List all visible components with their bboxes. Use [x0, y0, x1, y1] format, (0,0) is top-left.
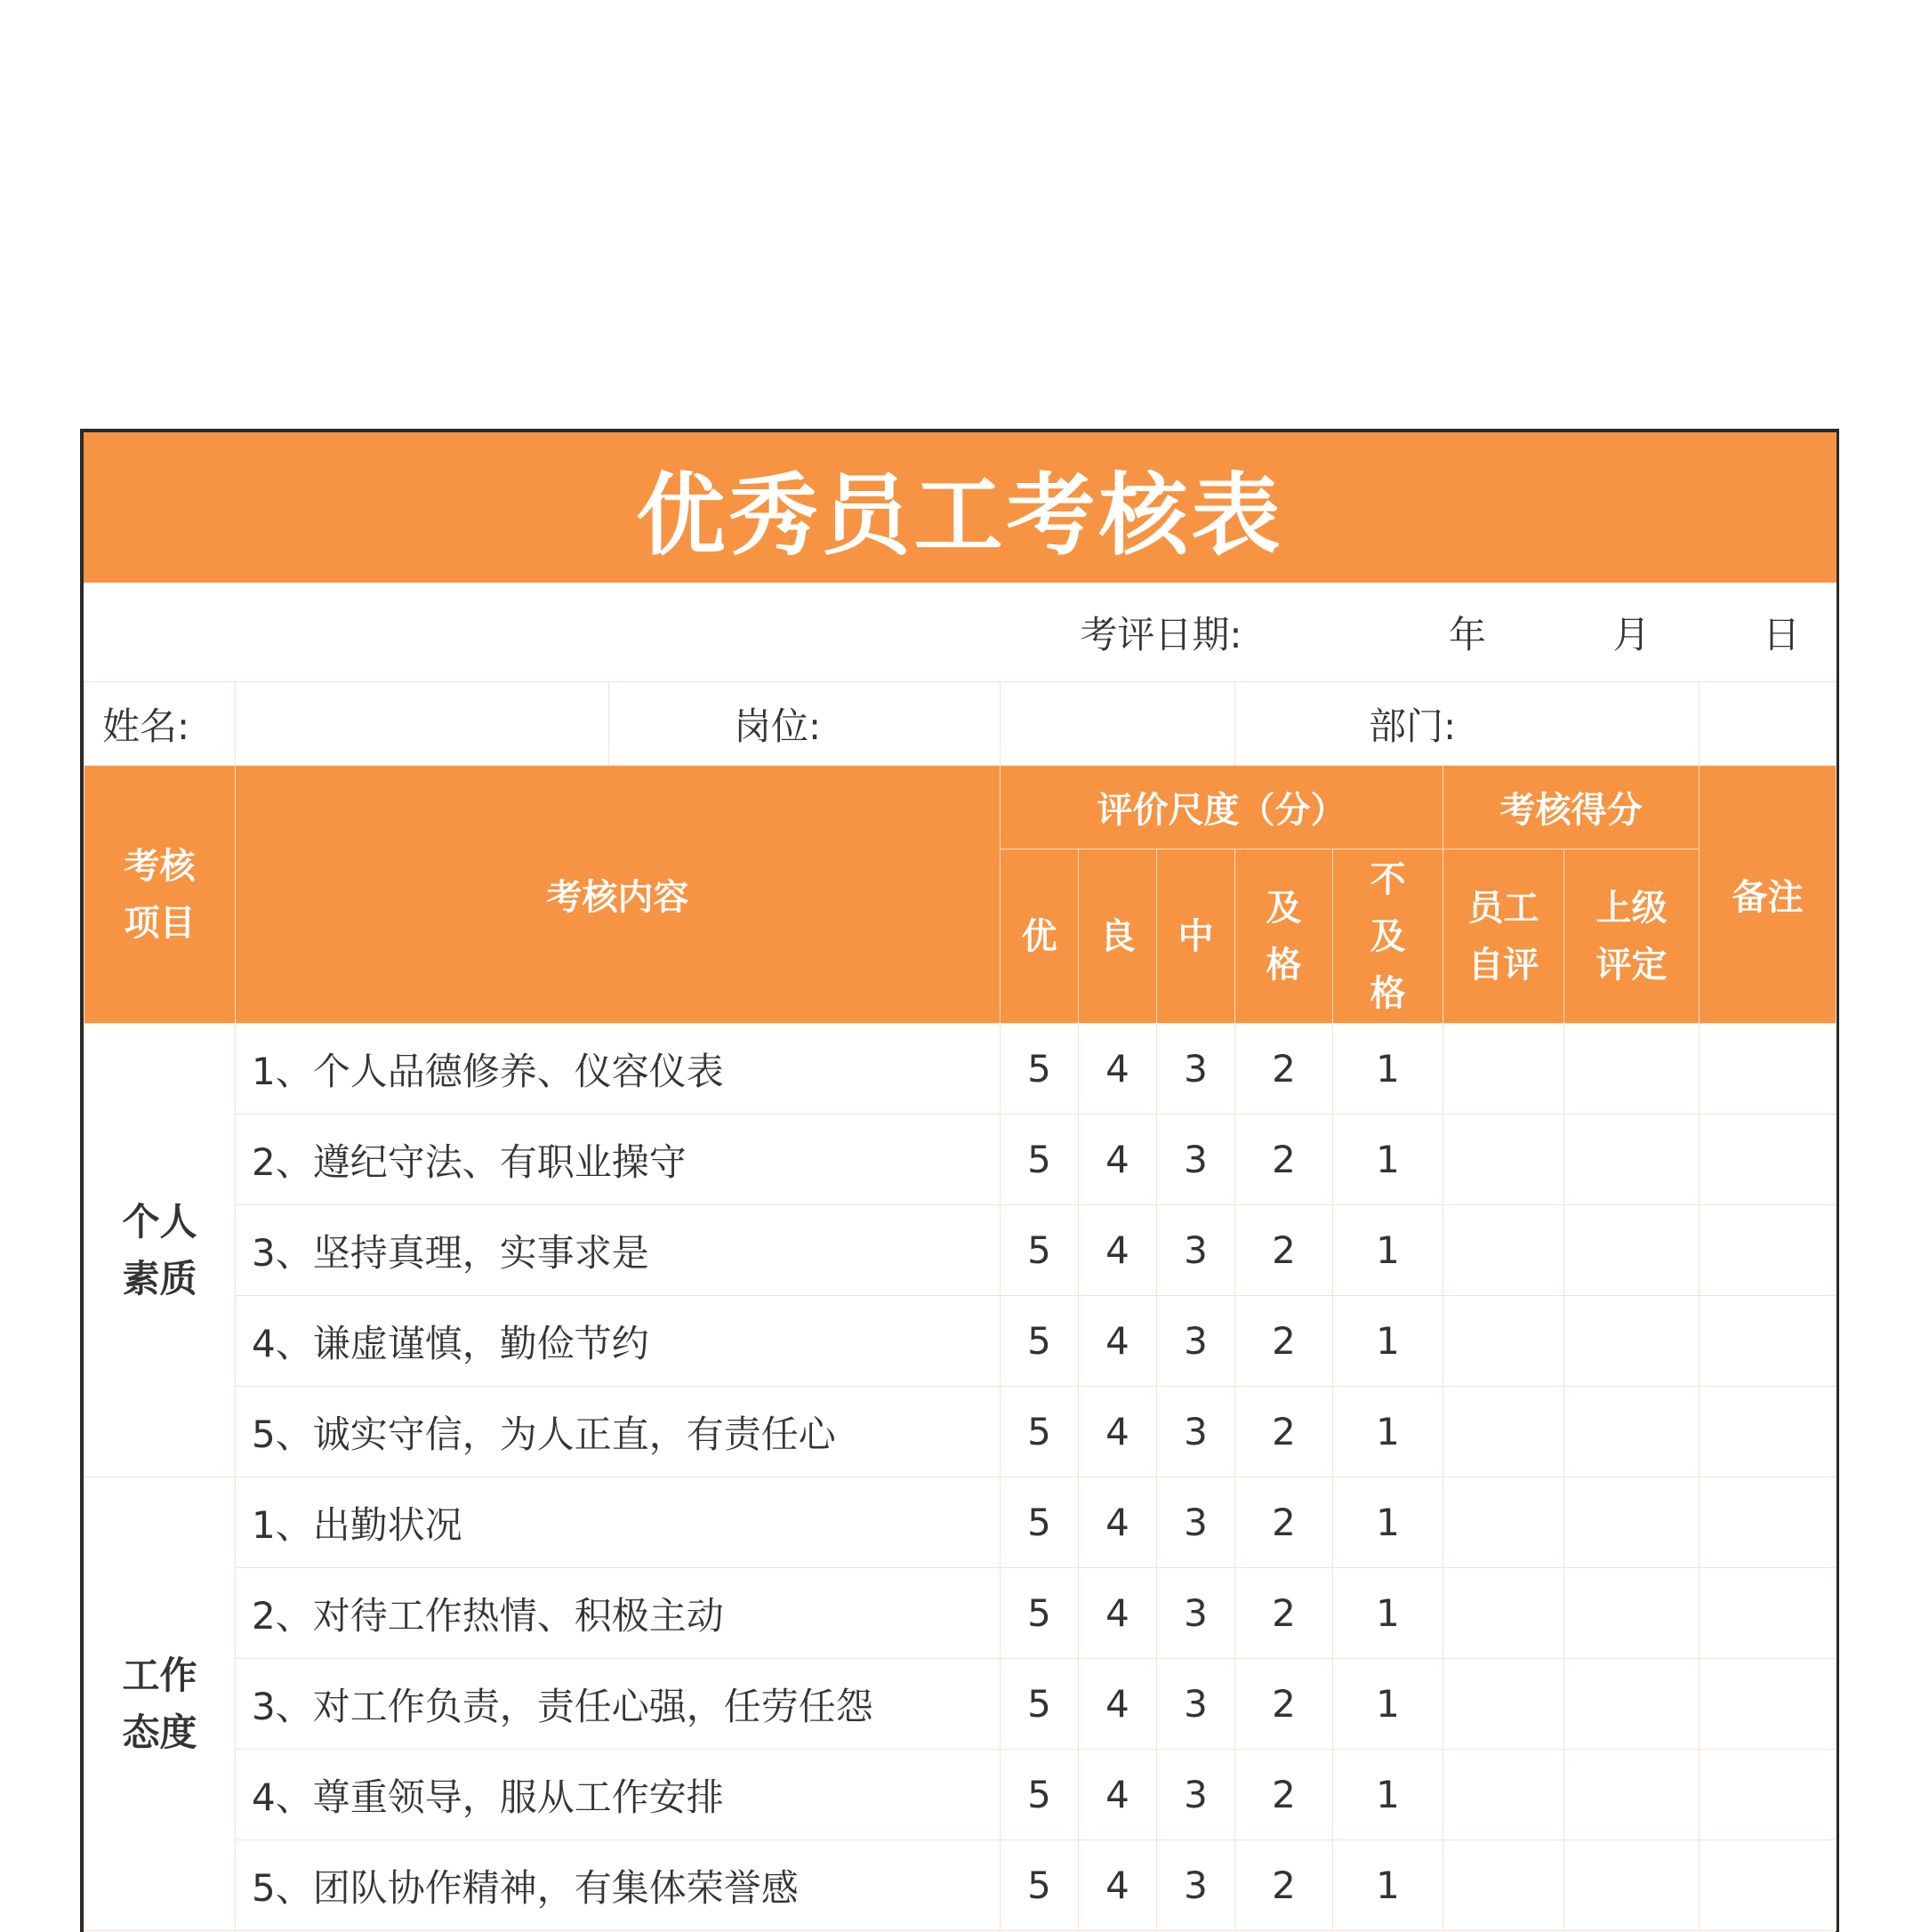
score-option[interactable]: 1 [1333, 1840, 1443, 1931]
superior-eval-cell[interactable] [1564, 1387, 1700, 1477]
superior-eval-cell[interactable] [1564, 1024, 1700, 1115]
score-option[interactable]: 2 [1235, 1659, 1333, 1750]
criterion-text: 2、遵纪守法、有职业操守 [236, 1115, 1001, 1205]
score-option[interactable]: 3 [1157, 1477, 1235, 1568]
department-label: 部门: [1235, 682, 1700, 766]
criterion-text: 2、对待工作热情、积极主动 [236, 1568, 1001, 1659]
score-option[interactable]: 3 [1157, 1750, 1235, 1840]
header-scale: 评价尺度（分） [1001, 766, 1443, 849]
criterion-text: 1、个人品德修养、仪容仪表 [236, 1024, 1001, 1115]
score-option[interactable]: 4 [1079, 1659, 1157, 1750]
grade-medium-text: 中 [1178, 915, 1214, 957]
header-row-1 [84, 766, 1837, 849]
remark-cell[interactable] [1700, 1115, 1837, 1205]
score-option[interactable]: 1 [1333, 1296, 1443, 1387]
superior-eval-line1: 上级 [1595, 887, 1668, 929]
superior-eval-line2: 评定 [1595, 944, 1668, 986]
superior-eval-cell[interactable] [1564, 1205, 1700, 1296]
score-option[interactable]: 3 [1157, 1115, 1235, 1205]
score-option[interactable]: 4 [1079, 1568, 1157, 1659]
header-remark: 备注 [1700, 766, 1837, 1024]
self-eval-cell[interactable] [1443, 1024, 1564, 1115]
self-eval-cell[interactable] [1443, 1115, 1564, 1205]
grade-good [1079, 849, 1157, 1024]
year-label: 年 [1443, 583, 1564, 682]
criterion-text: 3、对工作负责，责任心强，任劳任怨 [236, 1659, 1001, 1750]
score-option[interactable]: 1 [1333, 1024, 1443, 1115]
grade-fail-line1: 不 [1370, 858, 1406, 900]
score-option[interactable]: 4 [1079, 1387, 1157, 1477]
self-eval-cell[interactable] [1443, 1840, 1564, 1931]
grade-excellent-text: 优 [1021, 915, 1057, 957]
score-option[interactable]: 4 [1079, 1296, 1157, 1387]
score-option[interactable]: 2 [1235, 1115, 1333, 1205]
grade-good-text: 良 [1099, 915, 1136, 957]
score-option[interactable]: 2 [1235, 1568, 1333, 1659]
position-label: 岗位: [609, 682, 1001, 766]
header-item [84, 766, 236, 1024]
header-self-eval [1443, 849, 1564, 1024]
score-option[interactable]: 2 [1235, 1205, 1333, 1296]
section-label-line: 工作 [122, 1653, 197, 1697]
score-option[interactable]: 3 [1157, 1024, 1235, 1115]
table-row [84, 1387, 1837, 1477]
score-option[interactable]: 5 [1001, 1659, 1079, 1750]
year-input[interactable] [1333, 583, 1443, 682]
name-label: 姓名: [84, 682, 236, 766]
remark-cell[interactable] [1700, 1659, 1837, 1750]
remark-cell[interactable] [1700, 1568, 1837, 1659]
remark-cell[interactable] [1700, 1750, 1837, 1840]
self-eval-cell[interactable] [1443, 1296, 1564, 1387]
section-label [84, 1024, 236, 1477]
score-option[interactable]: 4 [1079, 1477, 1157, 1568]
remark-cell[interactable] [1700, 1296, 1837, 1387]
criterion-text: 3、坚持真理，实事求是 [236, 1205, 1001, 1296]
table-row [84, 1205, 1837, 1296]
score-option[interactable]: 5 [1001, 1750, 1079, 1840]
score-option[interactable]: 1 [1333, 1115, 1443, 1205]
table-row [84, 1296, 1837, 1387]
superior-eval-cell[interactable] [1564, 1568, 1700, 1659]
section-label-line: 个人 [122, 1199, 197, 1244]
header-score: 考核得分 [1443, 766, 1700, 849]
self-eval-cell[interactable] [1443, 1659, 1564, 1750]
self-eval-cell[interactable] [1443, 1477, 1564, 1568]
grade-excellent [1001, 849, 1079, 1024]
grade-pass [1235, 849, 1333, 1024]
score-option[interactable]: 2 [1235, 1477, 1333, 1568]
month-label: 月 [1564, 583, 1700, 682]
self-eval-cell[interactable] [1443, 1750, 1564, 1840]
evaluation-form-table [84, 432, 1837, 1931]
score-option[interactable]: 5 [1001, 1840, 1079, 1931]
grade-pass-line2: 格 [1266, 944, 1302, 986]
score-option[interactable]: 3 [1157, 1659, 1235, 1750]
section-label-line: 素质 [122, 1256, 197, 1300]
criterion-text: 1、出勤状况 [236, 1477, 1001, 1568]
grade-medium [1157, 849, 1235, 1024]
remark-cell[interactable] [1700, 1205, 1837, 1296]
grade-pass-line1: 及 [1266, 887, 1302, 929]
section-label [84, 1477, 236, 1931]
day-label: 日 [1700, 583, 1837, 682]
score-option[interactable]: 4 [1079, 1205, 1157, 1296]
superior-eval-cell[interactable] [1564, 1296, 1700, 1387]
score-option[interactable]: 3 [1157, 1387, 1235, 1477]
score-option[interactable]: 1 [1333, 1750, 1443, 1840]
score-option[interactable]: 5 [1001, 1205, 1079, 1296]
score-option[interactable]: 4 [1079, 1024, 1157, 1115]
score-option[interactable]: 1 [1333, 1387, 1443, 1477]
score-option[interactable]: 4 [1079, 1115, 1157, 1205]
score-option[interactable]: 4 [1079, 1750, 1157, 1840]
header-content: 考核内容 [236, 766, 1001, 1024]
self-eval-cell[interactable] [1443, 1387, 1564, 1477]
superior-eval-cell[interactable] [1564, 1659, 1700, 1750]
score-option[interactable]: 2 [1235, 1387, 1333, 1477]
score-option[interactable]: 5 [1001, 1115, 1079, 1205]
superior-eval-cell[interactable] [1564, 1115, 1700, 1205]
remark-cell[interactable] [1700, 1477, 1837, 1568]
score-option[interactable]: 5 [1001, 1387, 1079, 1477]
score-option[interactable]: 1 [1333, 1659, 1443, 1750]
grade-fail [1333, 849, 1443, 1024]
table-row [84, 1568, 1837, 1659]
score-option[interactable]: 5 [1001, 1568, 1079, 1659]
name-field[interactable] [236, 682, 609, 766]
remark-cell[interactable] [1700, 1840, 1837, 1931]
score-option[interactable]: 1 [1333, 1568, 1443, 1659]
header-item-line1: 考核 [124, 845, 196, 887]
score-option[interactable]: 3 [1157, 1205, 1235, 1296]
grade-fail-line3: 格 [1370, 972, 1406, 1014]
table-row [84, 1477, 1837, 1568]
table-row [84, 1659, 1837, 1750]
self-eval-cell[interactable] [1443, 1568, 1564, 1659]
section-label-line: 态度 [122, 1710, 197, 1754]
criterion-text: 4、谦虚谨慎，勤俭节约 [236, 1296, 1001, 1387]
self-eval-cell[interactable] [1443, 1205, 1564, 1296]
score-option[interactable]: 3 [1157, 1296, 1235, 1387]
department-field[interactable] [1700, 682, 1837, 766]
score-option[interactable]: 5 [1001, 1296, 1079, 1387]
header-superior-eval [1564, 849, 1700, 1024]
self-eval-line2: 自评 [1467, 944, 1539, 986]
page-title: 优秀员工考核表 [84, 433, 1837, 583]
criterion-text: 5、团队协作精神，有集体荣誉感 [236, 1840, 1001, 1931]
criterion-text: 5、诚实守信，为人正直，有责任心 [236, 1387, 1001, 1477]
score-option[interactable]: 2 [1235, 1024, 1333, 1115]
score-option[interactable]: 1 [1333, 1477, 1443, 1568]
score-option[interactable]: 3 [1157, 1840, 1235, 1931]
superior-eval-cell[interactable] [1564, 1477, 1700, 1568]
criterion-text: 4、尊重领导，服从工作安排 [236, 1750, 1001, 1840]
table-row [84, 1750, 1837, 1840]
score-option[interactable]: 5 [1001, 1477, 1079, 1568]
info-row [84, 682, 1837, 766]
remark-cell[interactable] [1700, 1387, 1837, 1477]
remark-cell[interactable] [1700, 1024, 1837, 1115]
score-option[interactable]: 2 [1235, 1750, 1333, 1840]
score-option[interactable]: 1 [1333, 1205, 1443, 1296]
table-row [84, 1024, 1837, 1115]
position-field[interactable] [1001, 682, 1235, 766]
superior-eval-cell[interactable] [1564, 1840, 1700, 1931]
score-option[interactable]: 3 [1157, 1568, 1235, 1659]
grade-fail-line2: 及 [1370, 915, 1406, 957]
score-option[interactable]: 4 [1079, 1840, 1157, 1931]
table-row [84, 1840, 1837, 1931]
score-option[interactable]: 2 [1235, 1296, 1333, 1387]
score-option[interactable]: 2 [1235, 1840, 1333, 1931]
superior-eval-cell[interactable] [1564, 1750, 1700, 1840]
header-item-line2: 项目 [124, 902, 196, 944]
table-row [84, 1115, 1837, 1205]
self-eval-line1: 员工 [1467, 887, 1539, 929]
score-option[interactable]: 5 [1001, 1024, 1079, 1115]
date-label: 考评日期: [1001, 583, 1333, 682]
date-row [84, 583, 1837, 682]
